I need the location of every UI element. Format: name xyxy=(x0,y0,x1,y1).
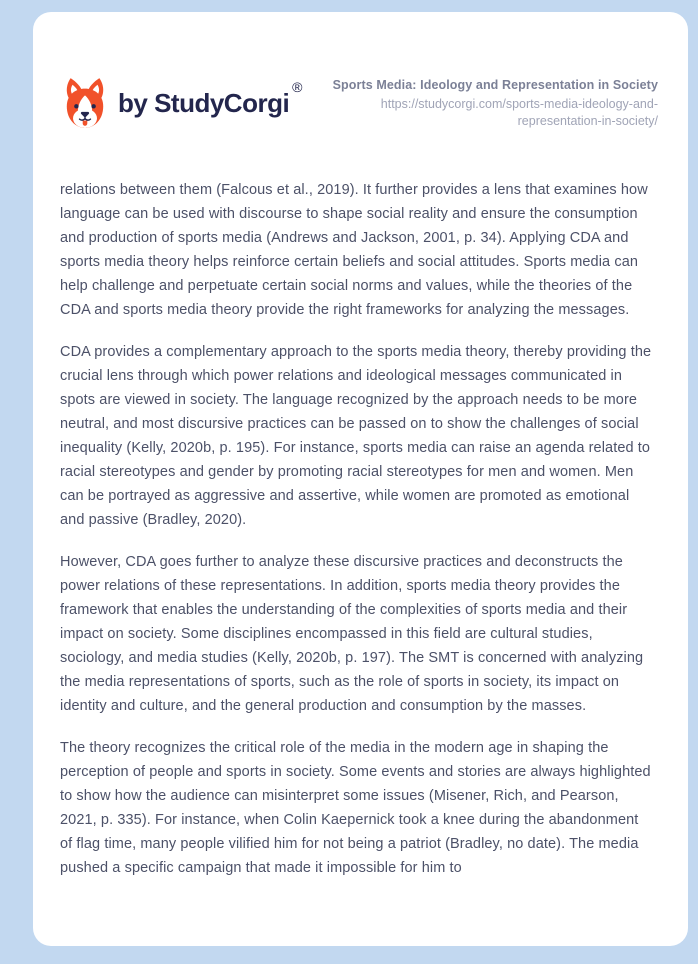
document-meta xyxy=(326,74,658,130)
registered-trademark-icon: ® xyxy=(292,79,303,95)
article-paragraph: The theory recognizes the critical role of the media in the modern age in shaping the perception of people and sports in society. Some events and stories are always highlighted to show how the audience can misinterpret some issues (Misener, Rich, and Pearson, 2021, p. 335). For instance, when Colin Kaepernick took a knee during the abandonment of flag time, many people vilified him for not being a patriot (Bradley, no date). The media pushed a specific campaign that made it impossible for him to xyxy=(60,740,651,876)
article-paragraph: relations between them (Falcous et al., 2019). It further provides a lens that examines how language can be used with discourse to shape social reality and ensure the consumption and production of sports media (Andrews and Jackson, 2001, p. 34). Applying CDA and sports media theory helps reinforce certain beliefs and social attitudes. Sports media can help challenge and perpetuate certain social norms and values, while the theories of the CDA and sports media theory provide the right frameworks for analyzing the messages. xyxy=(60,182,648,318)
article-paragraph: However, CDA goes further to analyze these discursive practices and deconstructs the power relations of these representations. In addition, sports media theory provides the framework that enables the understanding of the complexities of sports media and their impact on society. Some disciplines encompassed in this field are cultural studies, sociology, and media studies (Kelly, 2020b, p. 197). The SMT is concerned with analyzing the media representations of sports, such as the role of sports in society, its impact on identity and culture, and the general production and consumption by the masses. xyxy=(60,554,644,714)
document-header xyxy=(33,12,688,132)
corgi-logo-icon xyxy=(62,74,108,132)
brand-wordmark: by StudyCorgi xyxy=(118,88,290,118)
document-url-link[interactable]: https://studycorgi.com/sports-media-ideology-and-representation-in-society/ xyxy=(380,97,658,128)
document-title: Sports Media: Ideology and Representation in Society xyxy=(332,78,658,92)
article-paragraph: CDA provides a complementary approach to the sports media theory, thereby providing the crucial lens through which power relations and ideological messages communicated in spots are viewed in society. The language recognized by the approach needs to be more neutral, and most discursive practices can be passed on to show the challenges of social inequality (Kelly, 2020b, p. 195). For instance, sports media can raise an agenda related to racial stereotypes and gender by promoting racial stereotypes for men and women. Men can be portrayed as aggressive and assertive, while women are promoted as emotional and passive (Bradley, 2020). xyxy=(60,344,652,528)
document-card xyxy=(33,12,688,946)
studycorgi-brand-link[interactable] xyxy=(62,74,303,132)
article-body xyxy=(33,178,688,880)
